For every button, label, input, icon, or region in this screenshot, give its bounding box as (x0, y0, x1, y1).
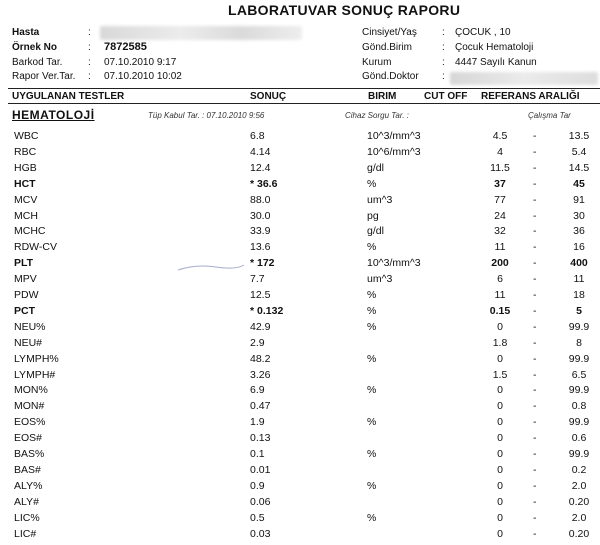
reference-high: 99.9 (568, 448, 590, 460)
reference-high: 11 (573, 273, 585, 286)
test-name: MPV (14, 273, 37, 286)
reference-low: 1.5 (492, 368, 508, 381)
reference-high: 99.9 (568, 384, 590, 397)
reference-low: 0.15 (489, 304, 511, 317)
reference-low: 0 (497, 352, 503, 365)
table-row (0, 305, 600, 322)
test-unit: % (367, 448, 377, 460)
reference-high: 0.8 (571, 400, 587, 413)
reference-dash: - (533, 257, 537, 270)
test-result: 0.47 (250, 400, 271, 413)
reference-dash: - (533, 448, 537, 460)
reference-low: 0 (497, 495, 503, 508)
test-name: EOS# (14, 432, 43, 445)
test-result: 0.06 (250, 495, 271, 508)
reference-dash: - (533, 289, 537, 301)
test-result: 1.9 (250, 416, 265, 429)
col-cutoff: CUT OFF (424, 91, 468, 102)
sample-no-label: Örnek No (12, 42, 58, 53)
reference-high: 36 (573, 225, 585, 238)
reference-low: 11 (494, 289, 506, 301)
reference-high: 18 (573, 289, 585, 301)
test-result: 2.9 (250, 336, 265, 349)
pen-mark (176, 262, 246, 272)
test-name: WBC (14, 130, 39, 142)
reference-low: 6 (497, 273, 503, 286)
test-name: MCHC (14, 225, 46, 238)
gender-age-value: ÇOCUK , 10 (455, 27, 511, 38)
test-unit: % (367, 289, 377, 301)
table-row (0, 210, 600, 227)
table-row (0, 384, 600, 401)
reference-dash: - (533, 209, 537, 222)
test-name: MON# (14, 400, 45, 413)
reference-high: 99.9 (568, 320, 590, 333)
test-name: BAS# (14, 463, 41, 476)
reference-dash: - (533, 400, 537, 413)
reference-high: 16 (573, 241, 585, 254)
sending-unit-label: Gönd.Birim (362, 42, 413, 53)
reference-dash: - (533, 225, 537, 238)
test-result: 12.4 (250, 161, 271, 174)
test-unit: g/dl (367, 225, 384, 238)
test-result: 0.13 (250, 432, 271, 445)
barcode-date-label: Barkod Tar. (12, 57, 63, 68)
table-row (0, 273, 600, 290)
doctor-name-redacted (450, 72, 598, 85)
test-result: 0.1 (250, 448, 265, 460)
col-reference: REFERANS ARALIĞI (481, 91, 580, 102)
reference-dash: - (533, 241, 537, 254)
reference-dash: - (533, 161, 537, 174)
test-unit: % (367, 384, 377, 397)
test-name: EOS% (14, 416, 46, 429)
report-date-label: Rapor Ver.Tar. (12, 71, 76, 82)
table-row (0, 353, 600, 370)
reference-high: 400 (570, 257, 588, 270)
section-title: HEMATOLOJİ (12, 108, 95, 122)
reference-low: 0 (497, 320, 503, 333)
test-name: LIC% (14, 511, 40, 524)
test-unit: % (367, 304, 377, 317)
patient-label: Hasta (12, 27, 40, 38)
col-test: UYGULANAN TESTLER (12, 91, 125, 102)
reference-dash: - (533, 336, 537, 349)
table-row (0, 512, 600, 529)
reference-low: 0 (497, 416, 503, 429)
test-result: 13.6 (250, 241, 271, 254)
test-result: 0.01 (250, 463, 271, 476)
test-name: NEU% (14, 320, 46, 333)
test-name: MCH (14, 209, 38, 222)
test-result: 33.9 (250, 225, 271, 238)
reference-high: 91 (573, 193, 585, 206)
test-unit: g/dl (367, 161, 384, 174)
reference-high: 2.0 (571, 511, 587, 524)
table-row (0, 162, 600, 179)
test-result: 0.9 (250, 479, 265, 492)
test-unit: um^3 (367, 193, 393, 206)
test-result: 0.03 (250, 527, 271, 540)
reference-dash: - (533, 145, 537, 158)
doctor-colon: : (442, 71, 445, 82)
reference-high: 13.5 (568, 130, 590, 142)
col-unit: BIRIM (368, 91, 397, 102)
reference-dash: - (533, 352, 537, 365)
test-name: LIC# (14, 527, 37, 540)
table-row (0, 337, 600, 354)
test-name: HGB (14, 161, 37, 174)
reference-high: 99.9 (568, 352, 590, 365)
table-row (0, 194, 600, 211)
reference-high: 0.6 (571, 432, 587, 445)
test-name: PDW (14, 289, 39, 301)
reference-dash: - (533, 495, 537, 508)
table-row (0, 432, 600, 449)
header-rule-top (8, 88, 600, 89)
gender-age-colon: : (442, 27, 445, 38)
device-query-date: Cihaz Sorgu Tar. : (345, 111, 409, 120)
test-name: LYMPH% (14, 352, 59, 365)
test-result: 42.9 (250, 320, 271, 333)
reference-high: 0.2 (571, 463, 587, 476)
reference-dash: - (533, 384, 537, 397)
reference-low: 0 (497, 448, 503, 460)
sending-unit-colon: : (442, 42, 445, 53)
reference-dash: - (533, 320, 537, 333)
tube-accept-date: Tüp Kabul Tar. : 07.10.2010 9:56 (148, 111, 265, 120)
reference-dash: - (533, 368, 537, 381)
test-result: 0.5 (250, 511, 265, 524)
test-result: 48.2 (250, 352, 271, 365)
reference-low: 77 (494, 193, 506, 206)
test-result: 30.0 (250, 209, 271, 222)
reference-low: 0 (497, 511, 503, 524)
reference-low: 1.8 (492, 336, 508, 349)
report-title: LABORATUVAR SONUÇ RAPORU (228, 2, 461, 18)
reference-low: 0 (497, 400, 503, 413)
reference-high: 2.0 (571, 479, 587, 492)
reference-low: 24 (494, 209, 506, 222)
sample-no-value: 7872585 (104, 41, 147, 53)
sending-unit-value: Çocuk Hematoloji (455, 42, 534, 53)
reference-high: 0.20 (568, 527, 590, 540)
reference-high: 8 (576, 336, 582, 349)
reference-high: 99.9 (568, 416, 590, 429)
reference-low: 32 (494, 225, 506, 238)
table-row (0, 480, 600, 497)
test-unit: pg (367, 209, 379, 222)
reference-low: 0 (497, 384, 503, 397)
reference-dash: - (533, 432, 537, 445)
doctor-label: Gönd.Doktor (362, 71, 419, 82)
test-unit: um^3 (367, 273, 393, 286)
patient-colon: : (88, 27, 91, 38)
table-row (0, 448, 600, 465)
header-rule-bottom (8, 103, 600, 104)
report-date-colon: : (88, 71, 91, 82)
reference-low: 11 (494, 241, 506, 254)
test-name: ALY% (14, 479, 43, 492)
col-result: SONUÇ (250, 91, 287, 102)
test-result: * 172 (250, 257, 275, 270)
test-name: MCV (14, 193, 38, 206)
test-result: 6.9 (250, 384, 265, 397)
barcode-date-colon: : (88, 57, 91, 68)
reference-dash: - (533, 479, 537, 492)
test-result: * 36.6 (250, 177, 278, 190)
table-row (0, 496, 600, 513)
test-name: LYMPH# (14, 368, 56, 381)
reference-high: 30 (573, 209, 585, 222)
test-unit: % (367, 177, 377, 190)
table-row (0, 146, 600, 163)
test-name: NEU# (14, 336, 43, 349)
reference-high: 6.5 (571, 368, 587, 381)
test-name: MON% (14, 384, 48, 397)
test-unit: % (367, 479, 377, 492)
test-result: * 0.132 (250, 304, 284, 317)
test-name: BAS% (14, 448, 45, 460)
reference-dash: - (533, 511, 537, 524)
reference-low: 0 (497, 479, 503, 492)
test-unit: 10^3/mm^3 (367, 130, 421, 142)
reference-low: 0 (497, 463, 503, 476)
table-row (0, 416, 600, 433)
reference-dash: - (533, 177, 537, 190)
reference-dash: - (533, 527, 537, 540)
test-unit: 10^3/mm^3 (367, 257, 421, 270)
reference-low: 4 (497, 145, 503, 158)
table-row (0, 130, 600, 147)
reference-high: 0.20 (568, 495, 590, 508)
table-row (0, 321, 600, 338)
table-row (0, 225, 600, 242)
reference-low: 37 (494, 177, 506, 190)
test-unit: 10^6/mm^3 (367, 145, 421, 158)
sample-no-colon: : (88, 42, 91, 53)
reference-low: 11.5 (490, 161, 510, 174)
reference-dash: - (533, 463, 537, 476)
table-row (0, 369, 600, 386)
test-result: 7.7 (250, 273, 265, 286)
reference-low: 4.5 (492, 130, 508, 142)
gender-age-label: Cinsiyet/Yaş (362, 27, 417, 38)
reference-high: 5.4 (571, 145, 587, 158)
test-name: PCT (14, 304, 35, 317)
test-result: 12.5 (250, 289, 271, 301)
barcode-date-value: 07.10.2010 9:17 (104, 57, 177, 68)
test-name: HCT (14, 177, 36, 190)
test-result: 6.8 (250, 130, 265, 142)
test-unit: % (367, 241, 377, 254)
test-name: PLT (14, 257, 34, 270)
test-unit: % (367, 511, 377, 524)
report-date-value: 07.10.2010 10:02 (104, 71, 182, 82)
institution-colon: : (442, 57, 445, 68)
patient-name-redacted (100, 26, 302, 40)
institution-value: 4447 Sayılı Kanun (455, 57, 537, 68)
test-result: 4.14 (250, 145, 271, 158)
reference-high: 14.5 (568, 161, 590, 174)
table-row (0, 528, 600, 545)
reference-dash: - (533, 273, 537, 286)
table-row (0, 178, 600, 195)
working-date: Çalışma Tar (528, 111, 571, 120)
reference-high: 5 (576, 304, 582, 317)
table-row (0, 257, 600, 274)
test-name: RBC (14, 145, 37, 158)
test-name: ALY# (14, 495, 39, 508)
table-row (0, 464, 600, 481)
test-name: RDW-CV (14, 241, 57, 254)
test-unit: % (367, 320, 377, 333)
reference-dash: - (533, 416, 537, 429)
reference-high: 45 (573, 177, 585, 190)
test-result: 88.0 (250, 193, 271, 206)
institution-label: Kurum (362, 57, 392, 68)
test-unit: % (367, 416, 377, 429)
test-result: 3.26 (250, 368, 271, 381)
reference-dash: - (533, 304, 537, 317)
test-unit: % (367, 352, 377, 365)
reference-low: 200 (491, 257, 509, 270)
reference-dash: - (533, 193, 537, 206)
reference-dash: - (533, 130, 537, 142)
table-row (0, 289, 600, 306)
table-row (0, 400, 600, 417)
table-row (0, 241, 600, 258)
reference-low: 0 (497, 432, 503, 445)
reference-low: 0 (497, 527, 503, 540)
